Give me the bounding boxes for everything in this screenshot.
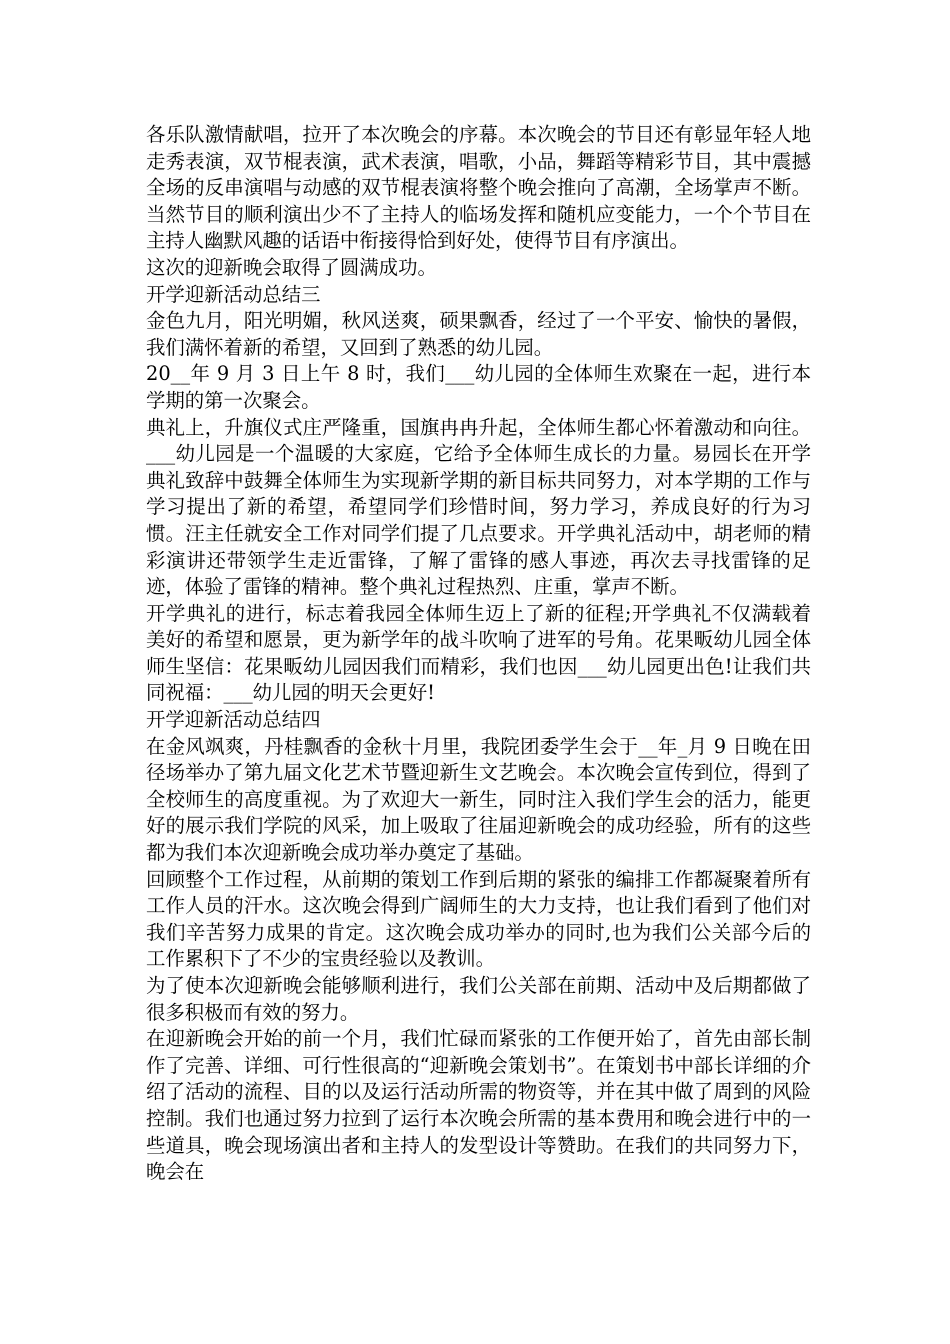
paragraph-planning: 在迎新晚会开始的前一个月，我们忙碌而紧张的工作便开始了，首先由部长制作了完善、详细、可行性很高的“迎新晚会策划书”。在策划书中部长详细的介绍了活动的流程、目的以及运行活动所需的物资等，并在其中做了周到的风险控制。我们也通过努力拉到了运行本次晚会所需的基本费用和晚会进行中的一些道具，晚会现场演出者和主持人的发型设计等赞助。在我们的共同努力下，晚会在: [146, 1027, 811, 1184]
paragraph-golden-october: 在金风飒爽，丹桂飘香的金秋十月里，我院团委学生会于__年_月 9 日晚在田径场举办了第九届文化艺术节暨迎新生文艺晚会。本次晚会宣传到位，得到了全校师生的高度重视。为了欢迎大一新生，同时注入我们学生会的活力，能更好的展示我们学院的风采，加上吸取了往届迎新晚会的成功经验，所有的这些都为我们本次迎新晚会成功举办奠定了基础。: [146, 734, 811, 865]
heading-summary-three: 开学迎新活动总结三: [146, 282, 321, 306]
paragraph-golden-september: 金色九月，阳光明媚，秋风送爽，硕果飘香，经过了一个平安、愉快的暑假，我们满怀着新的希望，又回到了熟悉的幼儿园。: [146, 309, 811, 359]
paragraph-review: 回顾整个工作过程，从前期的策划工作到后期的紧张的编排工作都凝聚着所有工作人员的汗水。这次晚会得到广阔师生的大力支持，也让我们看到了他们对我们辛苦努力成果的肯定。这次晚会成功举办的同时,也为我们公关部今后的工作累积下了不少的宝贵经验以及教训。: [146, 867, 811, 971]
document-body: [146, 122, 811, 1186]
paragraph-first-gathering: 20__年 9 月 3 日上午 8 时，我们___幼儿园的全体师生欢聚在一起，进行本学期的第一次聚会。: [146, 362, 811, 412]
paragraph-evening-success: 这次的迎新晚会取得了圆满成功。: [146, 255, 437, 279]
paragraph-new-journey: 开学典礼的进行，标志着我园全体师生迈上了新的征程;开学典礼不仅满载着美好的希望和愿景，更为新学年的战斗吹响了进军的号角。花果畈幼儿园全体师生坚信：花果畈幼儿园因我们而精彩，我们也因___幼儿园更出色!让我们共同祝福：___幼儿园的明天会更好!: [146, 601, 811, 705]
paragraph-evening-program: 各乐队激情献唱，拉开了本次晚会的序幕。本次晚会的节目还有彰显年轻人地走秀表演，双节棍表演，武术表演，唱歌，小品，舞蹈等精彩节目，其中震撼全场的反串演唱与动感的双节棍表演将整个晚会推向了高潮，全场掌声不断。当然节目的顺利演出少不了主持人的临场发挥和随机应变能力，一个个节目在主持人幽默风趣的话语中衔接得恰到好处，使得节目有序演出。: [146, 123, 811, 253]
paragraph-ceremony: 典礼上，升旗仪式庄严隆重，国旗冉冉升起，全体师生都心怀着激动和向往。___幼儿园是一个温暖的大家庭，它给予全体师生成长的力量。易园长在开学典礼致辞中鼓舞全体师生为实现新学期的新目标共同努力，对本学期的工作与学习提出了新的希望，希望同学们珍惜时间，努力学习，养成良好的行为习惯。汪主任就安全工作对同学们提了几点要求。开学典礼活动中，胡老师的精彩演讲还带领学生走近雷锋，了解了雷锋的感人事迹，再次去寻找雷锋的足迹，体验了雷锋的精神。整个典礼过程热烈、庄重，掌声不断。: [146, 415, 811, 599]
heading-summary-four: 开学迎新活动总结四: [146, 708, 321, 732]
paragraph-pr-efforts: 为了使本次迎新晚会能够顺利进行，我们公关部在前期、活动中及后期都做了很多积极而有效的努力。: [146, 974, 811, 1024]
